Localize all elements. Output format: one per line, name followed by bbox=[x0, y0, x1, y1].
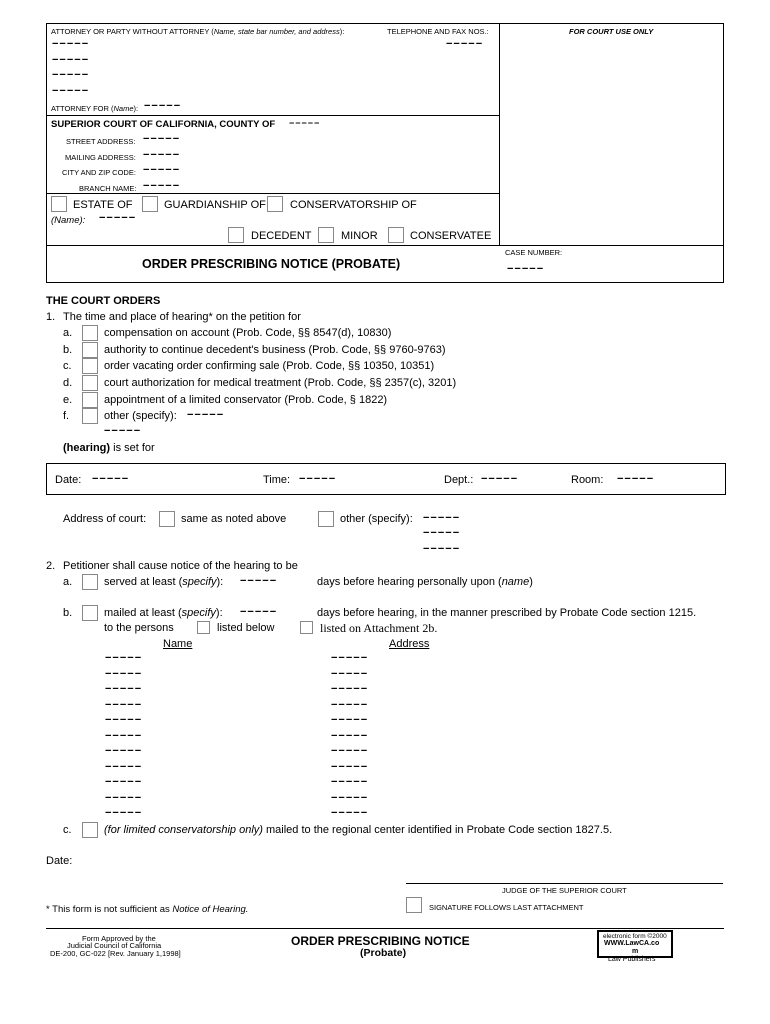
person-address-field[interactable]: −−−−− bbox=[331, 714, 369, 726]
other-address-field-2[interactable]: −−−−− bbox=[423, 527, 461, 539]
same-as-noted-checkbox[interactable] bbox=[159, 511, 175, 527]
option-letter-c: c. bbox=[63, 360, 72, 372]
guardianship-checkbox[interactable] bbox=[142, 196, 158, 212]
item2a-checkbox[interactable] bbox=[82, 574, 98, 590]
item2a-days-field[interactable]: −−−−− bbox=[240, 575, 278, 587]
item1-number: 1. bbox=[46, 311, 56, 323]
form-number: DE-200, GC-022 [Rev. January 1,1998] bbox=[50, 949, 181, 958]
conservatorship-of-label: CONSERVATORSHIP OF bbox=[290, 199, 417, 211]
dept-label: Dept.: bbox=[444, 474, 474, 486]
address-of-court-label: Address of court: bbox=[63, 513, 147, 525]
stamp-line-4: Law Publishers bbox=[608, 956, 656, 963]
option-e-text: appointment of a limited conservator (Prob. Code, § 1822) bbox=[104, 394, 388, 406]
room-field[interactable]: −−−−− bbox=[617, 473, 655, 485]
judge-label: JUDGE OF THE SUPERIOR COURT bbox=[502, 886, 627, 895]
person-name-field[interactable]: −−−−− bbox=[105, 698, 143, 711]
court-use-label: FOR COURT USE ONLY bbox=[569, 27, 654, 36]
item2c-letter: c. bbox=[63, 824, 72, 836]
name-column-header: Name bbox=[163, 638, 193, 650]
stamp-line-3: m bbox=[632, 948, 639, 955]
minor-checkbox[interactable] bbox=[318, 227, 334, 243]
signature-follows-checkbox[interactable] bbox=[406, 897, 422, 913]
judge-signature-line bbox=[406, 883, 723, 884]
branch-label: BRANCH NAME: bbox=[79, 184, 137, 193]
mailing-field[interactable]: −−−−− bbox=[143, 149, 181, 161]
option-d-text: court authorization for medical treatment (Prob. Code, §§ 2357(c), 3201) bbox=[104, 377, 457, 389]
stamp-line-2: WWW.LawCA.co bbox=[604, 940, 660, 947]
option-c-checkbox[interactable] bbox=[82, 358, 98, 374]
conservatee-label: CONSERVATEE bbox=[410, 230, 492, 242]
item2a-letter: a. bbox=[63, 576, 73, 588]
person-address-field[interactable]: −−−−− bbox=[331, 652, 369, 664]
other-address-label: other (specify): bbox=[340, 513, 413, 525]
caption-divider bbox=[499, 23, 500, 245]
item2b-letter: b. bbox=[63, 607, 73, 619]
date-label: Date: bbox=[55, 474, 82, 486]
item2b-days-field[interactable]: −−−−− bbox=[240, 606, 278, 618]
decedent-label: DECEDENT bbox=[251, 230, 312, 242]
time-field[interactable]: −−−−− bbox=[299, 473, 337, 485]
person-name-field[interactable]: −−−−− bbox=[105, 807, 143, 819]
listed-below-checkbox[interactable] bbox=[197, 621, 210, 634]
person-name-field[interactable]: −−−−− bbox=[105, 729, 143, 742]
option-d-checkbox[interactable] bbox=[82, 375, 98, 391]
person-address-field[interactable]: −−−−− bbox=[331, 745, 369, 757]
name-label: (Name): bbox=[51, 215, 86, 226]
person-name-field[interactable]: −−−−− bbox=[105, 791, 143, 804]
signature-follows-label: SIGNATURE FOLLOWS LAST ATTACHMENT bbox=[429, 903, 584, 912]
court-divider bbox=[46, 193, 500, 194]
dept-field[interactable]: −−−−− bbox=[481, 473, 519, 485]
footer-rule bbox=[46, 928, 724, 929]
city-field[interactable]: −−−−− bbox=[143, 164, 181, 176]
person-name-field[interactable]: −−−−− bbox=[105, 683, 143, 695]
option-b-text: authority to continue decedent's business (Prob. Code, §§ 9760-9763) bbox=[104, 344, 446, 356]
guardianship-of-label: GUARDIANSHIP OF bbox=[164, 199, 266, 211]
phone-field[interactable]: −−−−− bbox=[446, 38, 484, 50]
option-letter-f: f. bbox=[63, 410, 70, 422]
item2c-checkbox[interactable] bbox=[82, 822, 98, 838]
person-address-field[interactable]: −−−−− bbox=[331, 776, 369, 788]
item2b-mailed-label: mailed at least (specify): bbox=[104, 607, 223, 619]
option-e-checkbox[interactable] bbox=[82, 392, 98, 408]
attorney-line-4[interactable]: −−−−− bbox=[52, 85, 90, 97]
time-label: Time: bbox=[263, 474, 291, 486]
option-a-text: compensation on account (Prob. Code, §§ 8547(d), 10830) bbox=[104, 327, 392, 339]
estate-checkbox[interactable] bbox=[51, 196, 67, 212]
attorney-for-field[interactable]: −−−−− bbox=[144, 100, 182, 112]
person-address-field[interactable]: −−−−− bbox=[331, 729, 369, 742]
form-approved-2: Judicial Council of California bbox=[67, 941, 162, 950]
other-address-field-3[interactable]: −−−−− bbox=[423, 543, 461, 555]
city-label: CITY AND ZIP CODE: bbox=[62, 168, 136, 177]
item2-number: 2. bbox=[46, 560, 56, 572]
option-letter-a: a. bbox=[63, 327, 73, 339]
mailing-label: MAILING ADDRESS: bbox=[65, 153, 136, 162]
listed-attachment-label: listed on Attachment 2b. bbox=[320, 621, 438, 635]
estate-of-label: ESTATE OF bbox=[73, 199, 133, 211]
person-name-field[interactable]: −−−−− bbox=[105, 745, 143, 757]
person-name-field[interactable]: −−−−− bbox=[105, 760, 143, 773]
option-b-checkbox[interactable] bbox=[82, 342, 98, 358]
minor-label: MINOR bbox=[341, 230, 378, 242]
listed-attachment-checkbox[interactable] bbox=[300, 621, 313, 634]
person-address-field[interactable]: −−−−− bbox=[331, 698, 369, 711]
listed-below-label: listed below bbox=[217, 622, 275, 634]
conservatee-checkbox[interactable] bbox=[388, 227, 404, 243]
attorney-line-3[interactable]: −−−−− bbox=[52, 69, 90, 81]
street-field[interactable]: −−−−− bbox=[143, 133, 181, 145]
attorney-line-2[interactable]: −−−−− bbox=[52, 54, 90, 66]
footer-subtitle: (Probate) bbox=[360, 947, 407, 959]
option-f-text: other (specify): bbox=[104, 410, 177, 422]
footnote: * This form is not sufficient as Notice of Hearing. bbox=[46, 904, 249, 915]
court-title: SUPERIOR COURT OF CALIFORNIA, COUNTY OF bbox=[51, 119, 276, 130]
option-a-checkbox[interactable] bbox=[82, 325, 98, 341]
person-address-field[interactable]: −−−−− bbox=[331, 791, 369, 804]
person-name-field[interactable]: −−−−− bbox=[105, 776, 143, 788]
stamp-line-1: electronic form ©2000 bbox=[603, 933, 667, 940]
item2c-text: (for limited conservatorship only) mailed to the regional center identified in Probate Code section 1827.5. bbox=[104, 824, 613, 836]
same-as-noted-label: same as noted above bbox=[181, 513, 287, 525]
option-f-checkbox[interactable] bbox=[82, 408, 98, 424]
branch-field[interactable]: −−−−− bbox=[143, 180, 181, 192]
option-letter-b: b. bbox=[63, 344, 73, 356]
county-field[interactable]: −−−−− bbox=[289, 118, 321, 128]
person-address-field[interactable]: −−−−− bbox=[331, 807, 369, 819]
form-approved-1: Form Approved by the bbox=[82, 934, 156, 943]
item2-text: Petitioner shall cause notice of the hearing to be bbox=[63, 560, 298, 572]
to-persons-label: to the persons bbox=[104, 622, 174, 634]
item2a-days-text: days before hearing personally upon (name) bbox=[317, 576, 533, 588]
form-title: ORDER PRESCRIBING NOTICE (PROBATE) bbox=[142, 257, 401, 271]
attorney-divider bbox=[46, 115, 500, 116]
street-label: STREET ADDRESS: bbox=[66, 137, 136, 146]
conservatorship-checkbox[interactable] bbox=[267, 196, 283, 212]
attorney-label: ATTORNEY OR PARTY WITHOUT ATTORNEY (Name, state bar number, and address): bbox=[51, 27, 345, 36]
name-field[interactable]: −−−−− bbox=[99, 212, 137, 224]
item1-text: The time and place of hearing* on the petition for bbox=[63, 311, 301, 323]
item2a-served-label: served at least (specify): bbox=[104, 576, 224, 588]
address-column-header: Address bbox=[389, 638, 430, 650]
person-address-field[interactable]: −−−−− bbox=[331, 667, 369, 680]
option-c-text: order vacating order confirming sale (Prob. Code, §§ 10350, 10351) bbox=[104, 360, 435, 372]
case-number-field[interactable]: −−−−− bbox=[507, 263, 545, 275]
footer-title: ORDER PRESCRIBING NOTICE bbox=[291, 934, 470, 948]
other-specify-field-2[interactable]: −−−−− bbox=[104, 425, 142, 437]
person-name-field[interactable]: −−−−− bbox=[105, 667, 143, 680]
date-bottom-label: Date: bbox=[46, 855, 73, 867]
room-label: Room: bbox=[571, 474, 604, 486]
court-orders-heading: THE COURT ORDERS bbox=[46, 295, 161, 307]
person-address-field[interactable]: −−−−− bbox=[331, 760, 369, 773]
date-field[interactable]: −−−−− bbox=[92, 473, 130, 485]
option-letter-d: d. bbox=[63, 377, 73, 389]
phone-label: TELEPHONE AND FAX NOS.: bbox=[387, 27, 489, 36]
attorney-line-1[interactable]: −−−−− bbox=[52, 38, 90, 50]
option-letter-e: e. bbox=[63, 394, 73, 406]
decedent-checkbox[interactable] bbox=[228, 227, 244, 243]
other-specify-field-1[interactable]: −−−−− bbox=[187, 409, 225, 421]
item2b-days-text: days before hearing, in the manner prescribed by Probate Code section 1215. bbox=[317, 607, 697, 619]
title-divider bbox=[46, 245, 724, 246]
item2b-checkbox[interactable] bbox=[82, 605, 98, 621]
hearing-set-for: (hearing) is set for bbox=[63, 442, 155, 454]
person-name-field[interactable]: −−−−− bbox=[105, 714, 143, 726]
person-name-field[interactable]: −−−−− bbox=[105, 652, 143, 664]
case-number-label: CASE NUMBER: bbox=[505, 248, 563, 257]
other-address-field-1[interactable]: −−−−− bbox=[423, 512, 461, 524]
attorney-for-label: ATTORNEY FOR (Name): bbox=[51, 104, 139, 113]
other-address-checkbox[interactable] bbox=[318, 511, 334, 527]
person-address-field[interactable]: −−−−− bbox=[331, 683, 369, 695]
